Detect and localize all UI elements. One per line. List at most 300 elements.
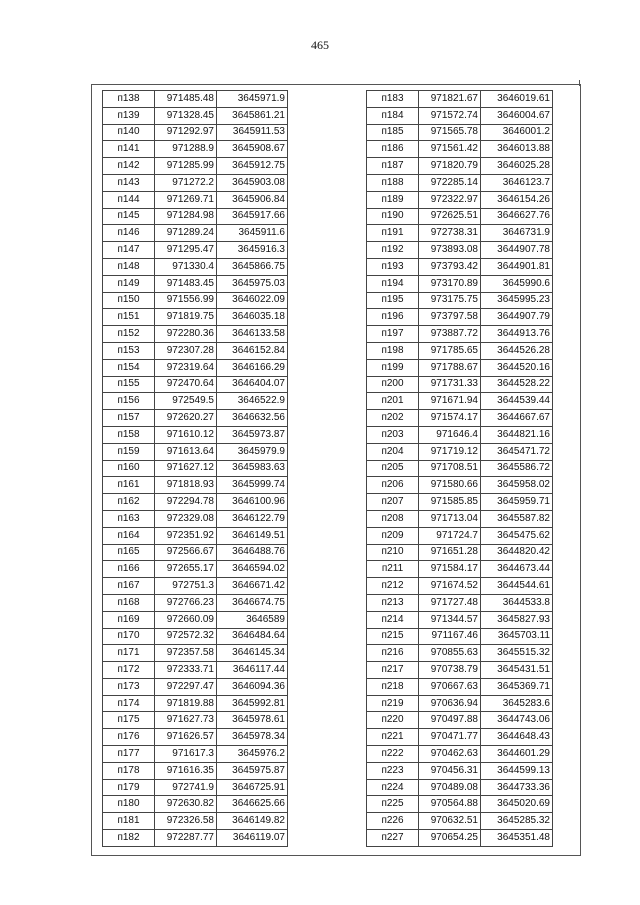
x-coordinate-cell: 971288.9 [155, 141, 217, 158]
y-coordinate-cell: 3646594.02 [217, 561, 288, 578]
x-coordinate-cell: 971708.51 [419, 460, 481, 477]
table-row [103, 830, 288, 847]
table-row [103, 510, 288, 527]
y-coordinate-cell: 3646625.66 [217, 796, 288, 813]
x-coordinate-cell: 971584.17 [419, 561, 481, 578]
y-coordinate-cell: 3645351.48 [481, 830, 553, 847]
x-coordinate-cell: 971289.24 [155, 225, 217, 242]
x-coordinate-cell: 971610.12 [155, 426, 217, 443]
y-coordinate-cell: 3645995.23 [481, 292, 553, 309]
y-coordinate-cell: 3645861.21 [217, 107, 288, 124]
table-row [367, 107, 553, 124]
point-id-cell: п208 [367, 510, 419, 527]
point-id-cell: п167 [103, 578, 155, 595]
x-coordinate-cell: 971731.33 [419, 376, 481, 393]
y-coordinate-cell: 3645911.6 [217, 225, 288, 242]
point-id-cell: п182 [103, 830, 155, 847]
point-id-cell: п150 [103, 292, 155, 309]
y-coordinate-cell: 3645020.69 [481, 796, 553, 813]
y-coordinate-cell: 3645906.84 [217, 191, 288, 208]
y-coordinate-cell: 3645973.87 [217, 426, 288, 443]
point-id-cell: п184 [367, 107, 419, 124]
table-row [103, 678, 288, 695]
point-id-cell: п207 [367, 494, 419, 511]
y-coordinate-cell: 3645958.02 [481, 477, 553, 494]
x-coordinate-cell: 972322.97 [419, 191, 481, 208]
table-row [103, 326, 288, 343]
table-row [367, 594, 553, 611]
y-coordinate-cell: 3645903.08 [217, 174, 288, 191]
x-coordinate-cell: 970471.77 [419, 729, 481, 746]
x-coordinate-cell: 972307.28 [155, 342, 217, 359]
y-coordinate-cell: 3645369.71 [481, 678, 553, 695]
table-row [103, 342, 288, 359]
y-coordinate-cell: 3645911.53 [217, 124, 288, 141]
x-coordinate-cell: 971580.66 [419, 477, 481, 494]
table-row [367, 191, 553, 208]
table-row [103, 141, 288, 158]
table-row [367, 443, 553, 460]
table-row [103, 729, 288, 746]
point-id-cell: п165 [103, 544, 155, 561]
y-coordinate-cell: 3646119.07 [217, 830, 288, 847]
table-row [367, 779, 553, 796]
point-id-cell: п195 [367, 292, 419, 309]
table-row [103, 258, 288, 275]
y-coordinate-cell: 3646025.28 [481, 158, 553, 175]
point-id-cell: п178 [103, 762, 155, 779]
point-id-cell: п200 [367, 376, 419, 393]
x-coordinate-cell: 970667.63 [419, 678, 481, 695]
y-coordinate-cell: 3646671.42 [217, 578, 288, 595]
x-coordinate-cell: 971483.45 [155, 275, 217, 292]
point-id-cell: п215 [367, 628, 419, 645]
table-row [367, 292, 553, 309]
x-coordinate-cell: 972549.5 [155, 393, 217, 410]
y-coordinate-cell: 3646731.9 [481, 225, 553, 242]
x-coordinate-cell: 970489.08 [419, 779, 481, 796]
table-row [367, 174, 553, 191]
table-row [103, 225, 288, 242]
y-coordinate-cell: 3645431.51 [481, 662, 553, 679]
table-row [367, 460, 553, 477]
x-coordinate-cell: 970632.51 [419, 813, 481, 830]
y-coordinate-cell: 3646484.64 [217, 628, 288, 645]
table-row [367, 477, 553, 494]
table-row [367, 645, 553, 662]
y-coordinate-cell: 3645976.2 [217, 746, 288, 763]
y-coordinate-cell: 3645587.82 [481, 510, 553, 527]
point-id-cell: п139 [103, 107, 155, 124]
point-id-cell: п157 [103, 410, 155, 427]
x-coordinate-cell: 971617.3 [155, 746, 217, 763]
y-coordinate-cell: 3645866.75 [217, 258, 288, 275]
y-coordinate-cell: 3645586.72 [481, 460, 553, 477]
x-coordinate-cell: 971565.78 [419, 124, 481, 141]
y-coordinate-cell: 3646589 [217, 611, 288, 628]
point-id-cell: п176 [103, 729, 155, 746]
point-id-cell: п173 [103, 678, 155, 695]
y-coordinate-cell: 3644673.44 [481, 561, 553, 578]
x-coordinate-cell: 971585.85 [419, 494, 481, 511]
table-row [367, 813, 553, 830]
table-row [367, 275, 553, 292]
x-coordinate-cell: 972660.09 [155, 611, 217, 628]
table-row [367, 527, 553, 544]
table-row [103, 561, 288, 578]
y-coordinate-cell: 3645959.71 [481, 494, 553, 511]
table-row [367, 410, 553, 427]
y-coordinate-cell: 3646094.36 [217, 678, 288, 695]
table-row [103, 594, 288, 611]
x-coordinate-cell: 971818.93 [155, 477, 217, 494]
table-row [103, 174, 288, 191]
table-row [103, 527, 288, 544]
table-row [367, 309, 553, 326]
table-row [367, 393, 553, 410]
x-coordinate-cell: 971671.94 [419, 393, 481, 410]
table-row [103, 779, 288, 796]
table-row [367, 712, 553, 729]
table-row [103, 393, 288, 410]
point-id-cell: п144 [103, 191, 155, 208]
point-id-cell: п158 [103, 426, 155, 443]
table-row [103, 494, 288, 511]
y-coordinate-cell: 3645990.6 [481, 275, 553, 292]
y-coordinate-cell: 3644743.06 [481, 712, 553, 729]
point-id-cell: п198 [367, 342, 419, 359]
table-row [103, 443, 288, 460]
point-id-cell: п214 [367, 611, 419, 628]
point-id-cell: п163 [103, 510, 155, 527]
x-coordinate-cell: 972566.67 [155, 544, 217, 561]
point-id-cell: п169 [103, 611, 155, 628]
y-coordinate-cell: 3646035.18 [217, 309, 288, 326]
y-coordinate-cell: 3646001.2 [481, 124, 553, 141]
y-coordinate-cell: 3646022.09 [217, 292, 288, 309]
point-id-cell: п145 [103, 208, 155, 225]
point-id-cell: п190 [367, 208, 419, 225]
point-id-cell: п162 [103, 494, 155, 511]
x-coordinate-cell: 971674.52 [419, 578, 481, 595]
y-coordinate-cell: 3645283.6 [481, 695, 553, 712]
table-row [367, 544, 553, 561]
x-coordinate-cell: 970456.31 [419, 762, 481, 779]
y-coordinate-cell: 3646013.88 [481, 141, 553, 158]
y-coordinate-cell: 3646004.67 [481, 107, 553, 124]
y-coordinate-cell: 3645979.9 [217, 443, 288, 460]
table-row [367, 830, 553, 847]
point-id-cell: п148 [103, 258, 155, 275]
point-id-cell: п149 [103, 275, 155, 292]
table-row [103, 796, 288, 813]
x-coordinate-cell: 973793.42 [419, 258, 481, 275]
point-id-cell: п180 [103, 796, 155, 813]
x-coordinate-cell: 972357.58 [155, 645, 217, 662]
point-id-cell: п193 [367, 258, 419, 275]
table-row [367, 225, 553, 242]
y-coordinate-cell: 3646019.61 [481, 91, 553, 108]
y-coordinate-cell: 3646674.75 [217, 594, 288, 611]
y-coordinate-cell: 3644520.16 [481, 359, 553, 376]
x-coordinate-cell: 972319.64 [155, 359, 217, 376]
point-id-cell: п192 [367, 242, 419, 259]
y-coordinate-cell: 3645978.61 [217, 712, 288, 729]
y-coordinate-cell: 3644667.67 [481, 410, 553, 427]
x-coordinate-cell: 972766.23 [155, 594, 217, 611]
table-row [103, 645, 288, 662]
table-row [367, 242, 553, 259]
point-id-cell: п187 [367, 158, 419, 175]
x-coordinate-cell: 972572.32 [155, 628, 217, 645]
x-coordinate-cell: 971821.67 [419, 91, 481, 108]
x-coordinate-cell: 971785.65 [419, 342, 481, 359]
y-coordinate-cell: 3646404.07 [217, 376, 288, 393]
table-row [103, 477, 288, 494]
table-row [103, 359, 288, 376]
table-row [367, 628, 553, 645]
table-row [103, 124, 288, 141]
point-id-cell: п146 [103, 225, 155, 242]
point-id-cell: п225 [367, 796, 419, 813]
y-coordinate-cell: 3646152.84 [217, 342, 288, 359]
x-coordinate-cell: 972470.64 [155, 376, 217, 393]
point-id-cell: п223 [367, 762, 419, 779]
table-row [367, 729, 553, 746]
y-coordinate-cell: 3644544.61 [481, 578, 553, 595]
table-row [103, 410, 288, 427]
table-row [103, 107, 288, 124]
x-coordinate-cell: 971295.47 [155, 242, 217, 259]
table-row [103, 309, 288, 326]
table-row [367, 91, 553, 108]
point-id-cell: п177 [103, 746, 155, 763]
x-coordinate-cell: 972741.9 [155, 779, 217, 796]
table-row [103, 611, 288, 628]
table-row [367, 695, 553, 712]
point-id-cell: п166 [103, 561, 155, 578]
point-id-cell: п185 [367, 124, 419, 141]
y-coordinate-cell: 3645475.62 [481, 527, 553, 544]
y-coordinate-cell: 3644533.8 [481, 594, 553, 611]
x-coordinate-cell: 971819.88 [155, 695, 217, 712]
point-id-cell: п151 [103, 309, 155, 326]
table-row [367, 208, 553, 225]
table-row [367, 124, 553, 141]
point-id-cell: п172 [103, 662, 155, 679]
point-id-cell: п210 [367, 544, 419, 561]
point-id-cell: п170 [103, 628, 155, 645]
y-coordinate-cell: 3645978.34 [217, 729, 288, 746]
point-id-cell: п196 [367, 309, 419, 326]
point-id-cell: п194 [367, 275, 419, 292]
x-coordinate-cell: 970654.25 [419, 830, 481, 847]
x-coordinate-cell: 970738.79 [419, 662, 481, 679]
y-coordinate-cell: 3646488.76 [217, 544, 288, 561]
x-coordinate-cell: 972738.31 [419, 225, 481, 242]
point-id-cell: п142 [103, 158, 155, 175]
x-coordinate-cell: 971272.2 [155, 174, 217, 191]
x-coordinate-cell: 970462.63 [419, 746, 481, 763]
x-coordinate-cell: 973175.75 [419, 292, 481, 309]
x-coordinate-cell: 972326.58 [155, 813, 217, 830]
x-coordinate-cell: 971626.57 [155, 729, 217, 746]
x-coordinate-cell: 971651.28 [419, 544, 481, 561]
point-id-cell: п189 [367, 191, 419, 208]
y-coordinate-cell: 3646154.26 [481, 191, 553, 208]
y-coordinate-cell: 3645917.66 [217, 208, 288, 225]
x-coordinate-cell: 973893.08 [419, 242, 481, 259]
table-row [367, 746, 553, 763]
x-coordinate-cell: 971292.97 [155, 124, 217, 141]
x-coordinate-cell: 970497.88 [419, 712, 481, 729]
point-id-cell: п212 [367, 578, 419, 595]
frame-corner-mark [579, 80, 580, 86]
table-row [103, 712, 288, 729]
point-id-cell: п154 [103, 359, 155, 376]
y-coordinate-cell: 3645912.75 [217, 158, 288, 175]
x-coordinate-cell: 971820.79 [419, 158, 481, 175]
point-id-cell: п204 [367, 443, 419, 460]
x-coordinate-cell: 971485.48 [155, 91, 217, 108]
point-id-cell: п219 [367, 695, 419, 712]
point-id-cell: п171 [103, 645, 155, 662]
point-id-cell: п205 [367, 460, 419, 477]
point-id-cell: п213 [367, 594, 419, 611]
point-id-cell: п222 [367, 746, 419, 763]
x-coordinate-cell: 973887.72 [419, 326, 481, 343]
x-coordinate-cell: 970636.94 [419, 695, 481, 712]
table-row [103, 544, 288, 561]
y-coordinate-cell: 3644901.81 [481, 258, 553, 275]
x-coordinate-cell: 971713.04 [419, 510, 481, 527]
x-coordinate-cell: 972297.47 [155, 678, 217, 695]
table-row [103, 628, 288, 645]
y-coordinate-cell: 3644528.22 [481, 376, 553, 393]
point-id-cell: п168 [103, 594, 155, 611]
y-coordinate-cell: 3646725.91 [217, 779, 288, 796]
point-id-cell: п179 [103, 779, 155, 796]
y-coordinate-cell: 3645971.9 [217, 91, 288, 108]
x-coordinate-cell: 972333.71 [155, 662, 217, 679]
x-coordinate-cell: 972280.36 [155, 326, 217, 343]
point-id-cell: п181 [103, 813, 155, 830]
point-id-cell: п209 [367, 527, 419, 544]
y-coordinate-cell: 3645992.81 [217, 695, 288, 712]
point-id-cell: п227 [367, 830, 419, 847]
x-coordinate-cell: 971724.7 [419, 527, 481, 544]
table-row [367, 510, 553, 527]
y-coordinate-cell: 3645916.3 [217, 242, 288, 259]
y-coordinate-cell: 3646627.76 [481, 208, 553, 225]
table-row [367, 662, 553, 679]
point-id-cell: п155 [103, 376, 155, 393]
y-coordinate-cell: 3644601.29 [481, 746, 553, 763]
table-row [103, 426, 288, 443]
x-coordinate-cell: 971285.99 [155, 158, 217, 175]
y-coordinate-cell: 3645515.32 [481, 645, 553, 662]
x-coordinate-cell: 971574.17 [419, 410, 481, 427]
point-id-cell: п226 [367, 813, 419, 830]
table-row [367, 326, 553, 343]
x-coordinate-cell: 971330.4 [155, 258, 217, 275]
y-coordinate-cell: 3644821.16 [481, 426, 553, 443]
y-coordinate-cell: 3646632.56 [217, 410, 288, 427]
x-coordinate-cell: 971328.45 [155, 107, 217, 124]
y-coordinate-cell: 3644539.44 [481, 393, 553, 410]
table-row [103, 242, 288, 259]
point-id-cell: п143 [103, 174, 155, 191]
x-coordinate-cell: 973797.58 [419, 309, 481, 326]
table-row [367, 376, 553, 393]
table-row [103, 695, 288, 712]
point-id-cell: п152 [103, 326, 155, 343]
x-coordinate-cell: 971167.46 [419, 628, 481, 645]
x-coordinate-cell: 971627.12 [155, 460, 217, 477]
point-id-cell: п216 [367, 645, 419, 662]
table-row [103, 208, 288, 225]
table-row [103, 158, 288, 175]
x-coordinate-cell: 970855.63 [419, 645, 481, 662]
x-coordinate-cell: 971344.57 [419, 611, 481, 628]
point-id-cell: п217 [367, 662, 419, 679]
y-coordinate-cell: 3645975.03 [217, 275, 288, 292]
table-row [367, 141, 553, 158]
x-coordinate-cell: 971613.64 [155, 443, 217, 460]
y-coordinate-cell: 3646100.96 [217, 494, 288, 511]
x-coordinate-cell: 971819.75 [155, 309, 217, 326]
table-row [367, 678, 553, 695]
point-id-cell: п183 [367, 91, 419, 108]
coordinates-table-right [366, 90, 553, 847]
y-coordinate-cell: 3644907.79 [481, 309, 553, 326]
x-coordinate-cell: 972655.17 [155, 561, 217, 578]
x-coordinate-cell: 972285.14 [419, 174, 481, 191]
x-coordinate-cell: 971719.12 [419, 443, 481, 460]
table-row [103, 292, 288, 309]
point-id-cell: п160 [103, 460, 155, 477]
point-id-cell: п164 [103, 527, 155, 544]
x-coordinate-cell: 972620.27 [155, 410, 217, 427]
y-coordinate-cell: 3646133.58 [217, 326, 288, 343]
y-coordinate-cell: 3645827.93 [481, 611, 553, 628]
table-row [367, 561, 553, 578]
x-coordinate-cell: 971616.35 [155, 762, 217, 779]
x-coordinate-cell: 971727.48 [419, 594, 481, 611]
point-id-cell: п203 [367, 426, 419, 443]
point-id-cell: п188 [367, 174, 419, 191]
page-number: 465 [311, 38, 329, 52]
x-coordinate-cell: 972625.51 [419, 208, 481, 225]
x-coordinate-cell: 970564.88 [419, 796, 481, 813]
point-id-cell: п141 [103, 141, 155, 158]
point-id-cell: п175 [103, 712, 155, 729]
y-coordinate-cell: 3645975.87 [217, 762, 288, 779]
point-id-cell: п191 [367, 225, 419, 242]
table-row [367, 796, 553, 813]
point-id-cell: п220 [367, 712, 419, 729]
point-id-cell: п153 [103, 342, 155, 359]
x-coordinate-cell: 972294.78 [155, 494, 217, 511]
table-row [103, 813, 288, 830]
table-row [103, 746, 288, 763]
y-coordinate-cell: 3644913.76 [481, 326, 553, 343]
point-id-cell: п211 [367, 561, 419, 578]
point-id-cell: п224 [367, 779, 419, 796]
point-id-cell: п140 [103, 124, 155, 141]
point-id-cell: п186 [367, 141, 419, 158]
y-coordinate-cell: 3646149.51 [217, 527, 288, 544]
